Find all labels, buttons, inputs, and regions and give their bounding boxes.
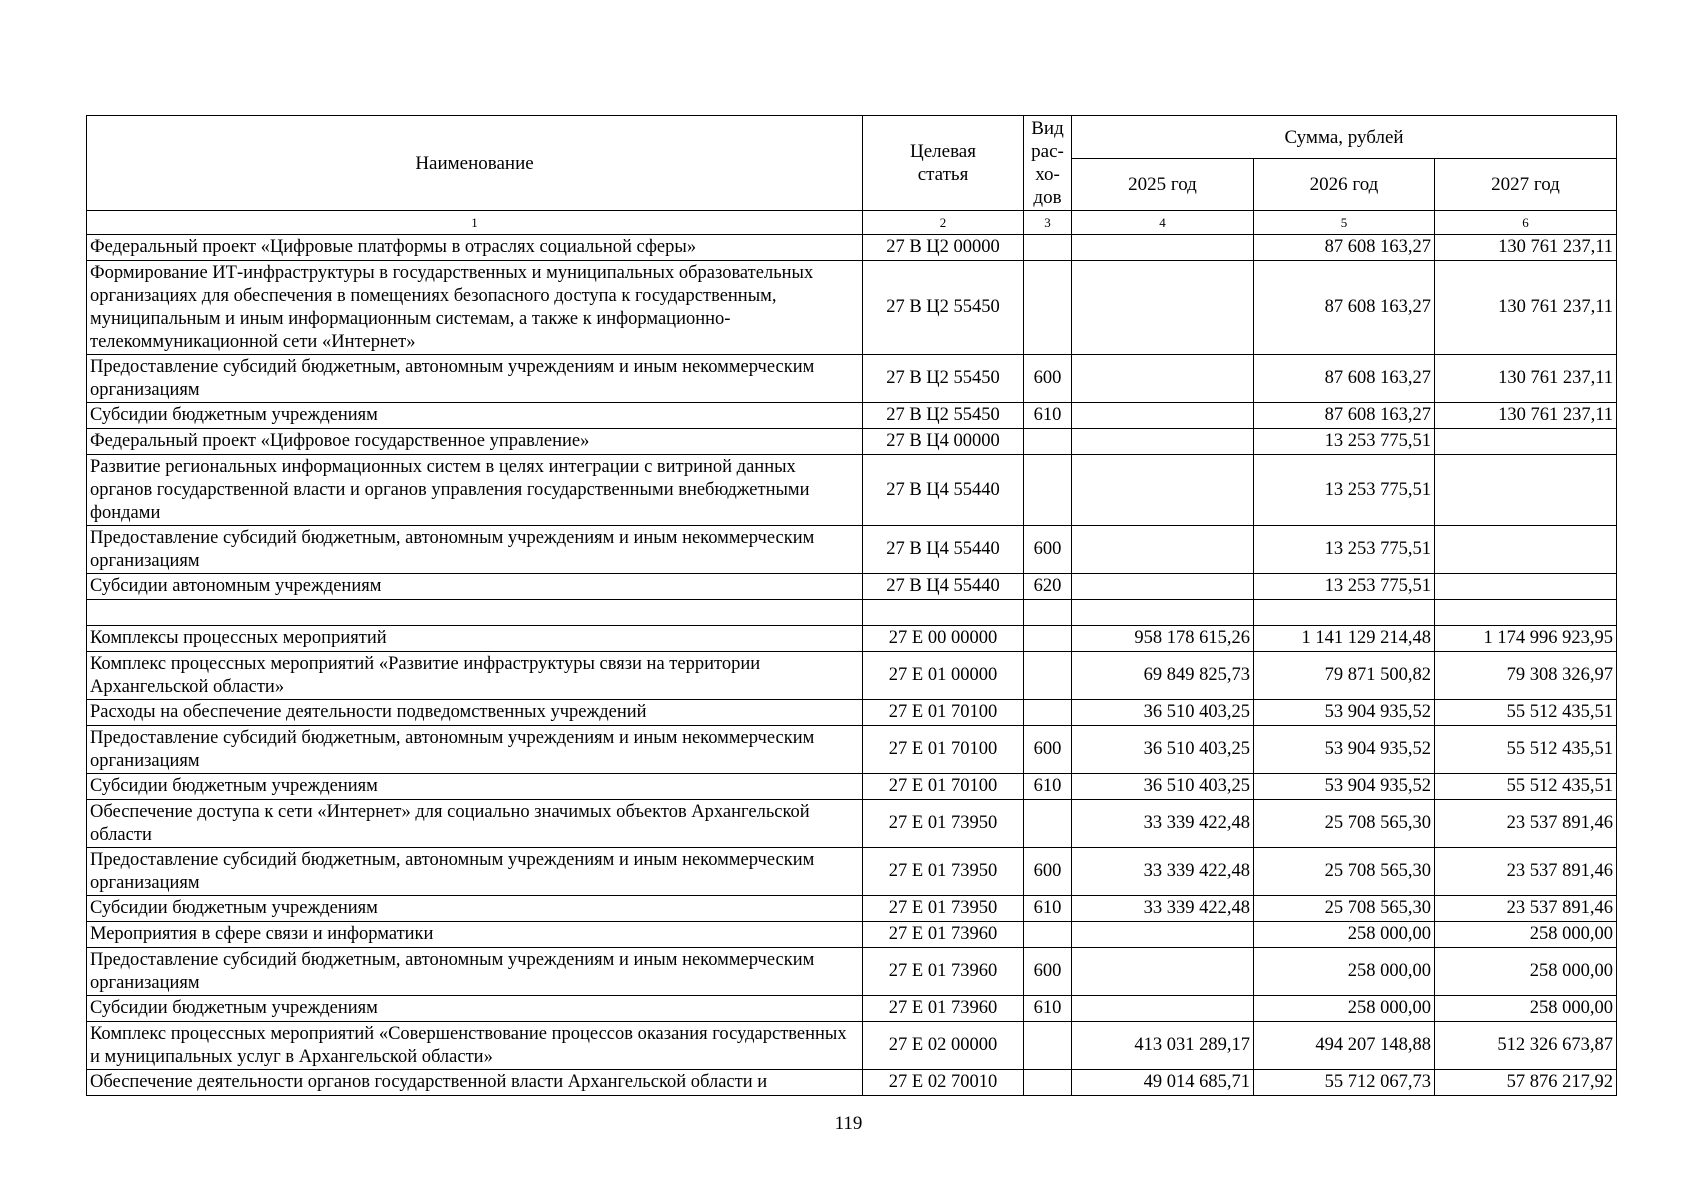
row-2026: 13 253 775,51: [1254, 526, 1435, 574]
row-name: Субсидии бюджетным учреждениям: [87, 896, 863, 922]
row-name: Мероприятия в сфере связи и информатики: [87, 922, 863, 948]
row-name: Федеральный проект «Цифровое государственное управление»: [87, 429, 863, 455]
row-2025: [1072, 455, 1254, 526]
row-2026: 53 904 935,52: [1254, 774, 1435, 800]
row-code: 27 Е 01 00000: [863, 652, 1024, 700]
header-expense-type: [1024, 116, 1072, 211]
row-2025: [1072, 574, 1254, 600]
row-code: 27 В Ц2 55450: [863, 261, 1024, 355]
table-row: [87, 996, 1617, 1022]
table-row-empty: [87, 600, 1617, 626]
row-2025: 413 031 289,17: [1072, 1022, 1254, 1070]
row-vid: 610: [1024, 996, 1072, 1022]
row-vid: [1024, 600, 1072, 626]
row-2025: [1072, 355, 1254, 403]
table-row: [87, 1070, 1617, 1096]
table-row: [87, 800, 1617, 848]
row-code: 27 В Ц4 55440: [863, 526, 1024, 574]
row-vid: 600: [1024, 948, 1072, 996]
row-code: 27 Е 01 73960: [863, 948, 1024, 996]
row-2025: [1072, 922, 1254, 948]
row-code: 27 В Ц4 00000: [863, 429, 1024, 455]
row-name: [87, 600, 863, 626]
table-row: [87, 235, 1617, 261]
table-row: [87, 574, 1617, 600]
row-vid: [1024, 235, 1072, 261]
row-vid: [1024, 652, 1072, 700]
table-row: [87, 848, 1617, 896]
row-2025: [1072, 235, 1254, 261]
row-vid: [1024, 800, 1072, 848]
row-vid: [1024, 700, 1072, 726]
row-code: 27 Е 01 70100: [863, 726, 1024, 774]
row-code: 27 Е 01 73950: [863, 896, 1024, 922]
table-row: [87, 261, 1617, 355]
row-2026: 25 708 565,30: [1254, 848, 1435, 896]
row-2027: [1435, 526, 1617, 574]
header-vid-line4: дов: [1033, 187, 1062, 208]
row-vid: [1024, 261, 1072, 355]
header-name: Наименование: [87, 116, 863, 211]
column-numbers-row: [87, 211, 1617, 235]
row-name: Федеральный проект «Цифровые платформы в отраслях социальной сферы»: [87, 235, 863, 261]
table-row-section-total: [87, 626, 1617, 652]
row-2027: 130 761 237,11: [1435, 355, 1617, 403]
column-number: 5: [1254, 211, 1435, 235]
row-2025: [1072, 600, 1254, 626]
row-2026: 87 608 163,27: [1254, 261, 1435, 355]
row-2026: 1 141 129 214,48: [1254, 626, 1435, 652]
header-year-2025: 2025 год: [1072, 159, 1254, 211]
row-2027: 512 326 673,87: [1435, 1022, 1617, 1070]
row-2027: 258 000,00: [1435, 922, 1617, 948]
row-2027: [1435, 600, 1617, 626]
page-number: 119: [834, 1113, 863, 1134]
row-vid: [1024, 626, 1072, 652]
row-code: [863, 600, 1024, 626]
row-2026: 13 253 775,51: [1254, 574, 1435, 600]
row-vid: 610: [1024, 774, 1072, 800]
table-row: [87, 922, 1617, 948]
row-name: Развитие региональных информационных систем в целях интеграции с витриной данных органов государственной власти и органов управления государственными внебюджетными фондами: [87, 455, 863, 526]
table-row: [87, 726, 1617, 774]
row-2025: [1072, 261, 1254, 355]
row-2025: [1072, 526, 1254, 574]
row-2027: 130 761 237,11: [1435, 261, 1617, 355]
row-name: Комплексы процессных мероприятий: [87, 626, 863, 652]
header-target-line2: статья: [917, 164, 969, 185]
row-2026: 13 253 775,51: [1254, 429, 1435, 455]
row-2027: [1435, 574, 1617, 600]
column-number: 4: [1072, 211, 1254, 235]
row-code: 27 В Ц4 55440: [863, 574, 1024, 600]
row-vid: 620: [1024, 574, 1072, 600]
row-2027: 23 537 891,46: [1435, 800, 1617, 848]
table-row: [87, 403, 1617, 429]
table-row: [87, 355, 1617, 403]
column-number: 3: [1024, 211, 1072, 235]
row-2026: 258 000,00: [1254, 996, 1435, 1022]
row-name: Расходы на обеспечение деятельности подведомственных учреждений: [87, 700, 863, 726]
row-2025: 958 178 615,26: [1072, 626, 1254, 652]
row-2026: 494 207 148,88: [1254, 1022, 1435, 1070]
row-name: Субсидии бюджетным учреждениям: [87, 403, 863, 429]
column-number: 1: [87, 211, 863, 235]
header-vid-line2: рас-: [1031, 141, 1064, 162]
row-2026: 13 253 775,51: [1254, 455, 1435, 526]
table-row: [87, 774, 1617, 800]
row-2027: 57 876 217,92: [1435, 1070, 1617, 1096]
column-number: 6: [1435, 211, 1617, 235]
row-2026: [1254, 600, 1435, 626]
row-code: 27 Е 01 73960: [863, 996, 1024, 1022]
row-2027: 55 512 435,51: [1435, 774, 1617, 800]
header-vid-line3: хо-: [1035, 164, 1060, 185]
budget-table: [86, 115, 1617, 1096]
row-name: Предоставление субсидий бюджетным, автономным учреждениям и иным некоммерческим организациям: [87, 848, 863, 896]
table-row: [87, 455, 1617, 526]
row-name: Субсидии бюджетным учреждениям: [87, 996, 863, 1022]
table-row: [87, 652, 1617, 700]
row-2026: 87 608 163,27: [1254, 403, 1435, 429]
row-2027: 130 761 237,11: [1435, 235, 1617, 261]
header-target-article: [863, 116, 1024, 211]
header-target-line1: Целевая: [910, 141, 976, 162]
row-2025: [1072, 403, 1254, 429]
row-2026: 25 708 565,30: [1254, 800, 1435, 848]
row-2025: 49 014 685,71: [1072, 1070, 1254, 1096]
row-2026: 87 608 163,27: [1254, 355, 1435, 403]
row-code: 27 Е 00 00000: [863, 626, 1024, 652]
row-2027: 258 000,00: [1435, 996, 1617, 1022]
row-2025: 36 510 403,25: [1072, 774, 1254, 800]
row-vid: 600: [1024, 355, 1072, 403]
row-code: 27 В Ц2 55450: [863, 355, 1024, 403]
row-2025: 33 339 422,48: [1072, 800, 1254, 848]
row-2027: 23 537 891,46: [1435, 896, 1617, 922]
row-2025: 33 339 422,48: [1072, 848, 1254, 896]
row-code: 27 Е 01 73950: [863, 848, 1024, 896]
table-row: [87, 429, 1617, 455]
row-2027: 79 308 326,97: [1435, 652, 1617, 700]
row-2027: [1435, 455, 1617, 526]
row-2026: 55 712 067,73: [1254, 1070, 1435, 1096]
row-2025: 33 339 422,48: [1072, 896, 1254, 922]
row-name: Комплекс процессных мероприятий «Совершенствование процессов оказания государственных и муниципальных услуг в Архангельской области»: [87, 1022, 863, 1070]
row-code: 27 Е 01 73960: [863, 922, 1024, 948]
row-2026: 25 708 565,30: [1254, 896, 1435, 922]
header-year-2027: 2027 год: [1435, 159, 1617, 211]
header-sum: Сумма, рублей: [1072, 116, 1617, 159]
header-year-2026: 2026 год: [1254, 159, 1435, 211]
row-2025: 36 510 403,25: [1072, 726, 1254, 774]
row-name: Предоставление субсидий бюджетным, автономным учреждениям и иным некоммерческим организациям: [87, 526, 863, 574]
row-2025: 69 849 825,73: [1072, 652, 1254, 700]
table-row: [87, 948, 1617, 996]
table-row: [87, 526, 1617, 574]
header-vid-line1: Вид: [1031, 118, 1064, 139]
row-2027: [1435, 429, 1617, 455]
row-name: Субсидии бюджетным учреждениям: [87, 774, 863, 800]
row-vid: 610: [1024, 403, 1072, 429]
row-name: Субсидии автономным учреждениям: [87, 574, 863, 600]
row-2026: 53 904 935,52: [1254, 700, 1435, 726]
row-2025: [1072, 996, 1254, 1022]
row-vid: 600: [1024, 848, 1072, 896]
row-name: Обеспечение деятельности органов государственной власти Архангельской области и: [87, 1070, 863, 1096]
row-2026: 79 871 500,82: [1254, 652, 1435, 700]
row-2025: [1072, 948, 1254, 996]
row-name: Обеспечение доступа к сети «Интернет» для социально значимых объектов Архангельской области: [87, 800, 863, 848]
row-name: Формирование ИТ-инфраструктуры в государственных и муниципальных образовательных организациях для обеспечения в помещениях безопасного доступа к государственным, муниципальным и иным информационным системам, а также к информационно-телекоммуникационной сети «Интернет»: [87, 261, 863, 355]
table-row: [87, 700, 1617, 726]
row-code: 27 Е 01 70100: [863, 774, 1024, 800]
row-2025: 36 510 403,25: [1072, 700, 1254, 726]
row-name: Предоставление субсидий бюджетным, автономным учреждениям и иным некоммерческим организациям: [87, 355, 863, 403]
row-vid: [1024, 1022, 1072, 1070]
row-vid: 600: [1024, 726, 1072, 774]
row-2026: 53 904 935,52: [1254, 726, 1435, 774]
row-name: Комплекс процессных мероприятий «Развитие инфраструктуры связи на территории Архангельской области»: [87, 652, 863, 700]
row-2026: 258 000,00: [1254, 948, 1435, 996]
row-2026: 87 608 163,27: [1254, 235, 1435, 261]
row-code: 27 В Ц2 55450: [863, 403, 1024, 429]
row-vid: 610: [1024, 896, 1072, 922]
row-code: 27 Е 02 70010: [863, 1070, 1024, 1096]
row-code: 27 Е 02 00000: [863, 1022, 1024, 1070]
row-vid: [1024, 1070, 1072, 1096]
row-2027: 55 512 435,51: [1435, 726, 1617, 774]
row-2027: 130 761 237,11: [1435, 403, 1617, 429]
row-name: Предоставление субсидий бюджетным, автономным учреждениям и иным некоммерческим организациям: [87, 726, 863, 774]
row-2027: 1 174 996 923,95: [1435, 626, 1617, 652]
table-row: [87, 896, 1617, 922]
column-number: 2: [863, 211, 1024, 235]
row-2025: [1072, 429, 1254, 455]
row-code: 27 В Ц2 00000: [863, 235, 1024, 261]
table-row: [87, 1022, 1617, 1070]
row-vid: [1024, 455, 1072, 526]
row-code: 27 В Ц4 55440: [863, 455, 1024, 526]
row-vid: 600: [1024, 526, 1072, 574]
row-name: Предоставление субсидий бюджетным, автономным учреждениям и иным некоммерческим организациям: [87, 948, 863, 996]
row-2027: 23 537 891,46: [1435, 848, 1617, 896]
row-code: 27 Е 01 70100: [863, 700, 1024, 726]
row-2026: 258 000,00: [1254, 922, 1435, 948]
row-code: 27 Е 01 73950: [863, 800, 1024, 848]
row-vid: [1024, 922, 1072, 948]
row-vid: [1024, 429, 1072, 455]
row-2027: 55 512 435,51: [1435, 700, 1617, 726]
row-2027: 258 000,00: [1435, 948, 1617, 996]
